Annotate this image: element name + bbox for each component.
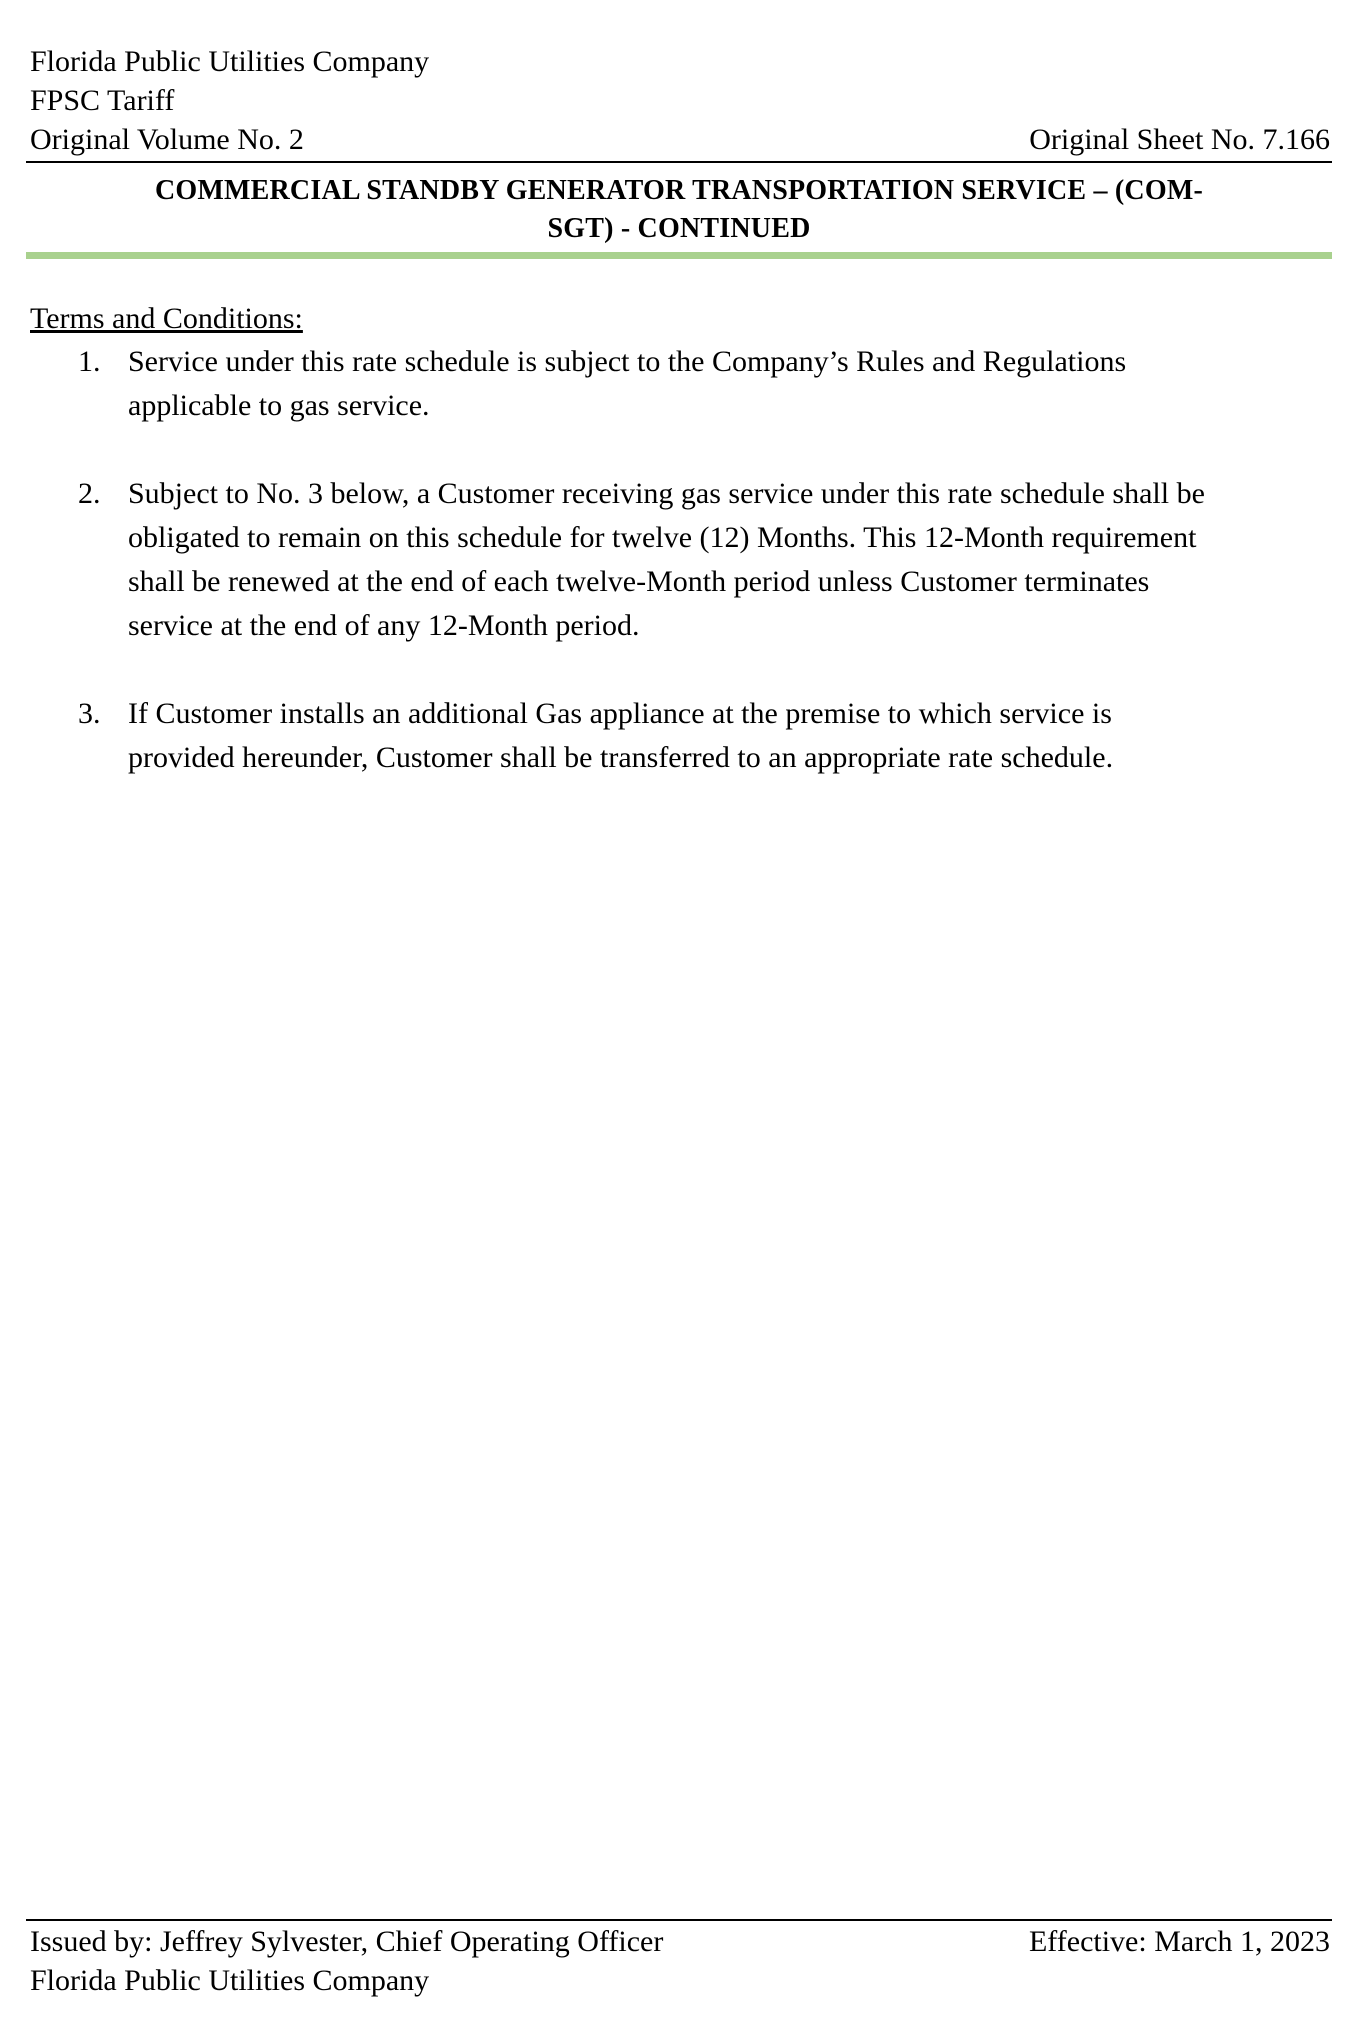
terms-heading: Terms and Conditions: [30,302,303,335]
page-footer [30,1922,1330,2000]
header-sheet-number: Original Sheet No. 7.166 [1029,123,1330,156]
term-text-line: service at the end of any 12-Month period. [128,609,640,642]
footer-company-row [30,1961,1330,2000]
term-item-3 [30,692,1334,780]
term-text-line: If Customer installs an additional Gas appliance at the premise to which service is [128,697,1112,730]
header-volume: Original Volume No. 2 [30,123,304,156]
header-company-row [30,42,1330,81]
term-text-line: provided hereunder, Customer shall be transferred to an appropriate rate schedule. [128,741,1114,774]
header-tariff-row [30,81,1330,120]
term-number: 3. [78,697,101,730]
term-text-line: Service under this rate schedule is subject to the Company’s Rules and Regulations [128,345,1127,378]
term-text-line: obligated to remain on this schedule for twelve (12) Months. This 12-Month requirement [128,521,1197,554]
title-accent-bar [26,252,1332,259]
term-number: 2. [78,477,101,510]
footer-issued-row [30,1922,1330,1961]
term-text-line: applicable to gas service. [128,389,430,422]
page-title [26,172,1332,248]
footer-effective-date: Effective: March 1, 2023 [1028,1925,1330,1958]
header-divider [26,161,1332,163]
footer-issued-by: Issued by: Jeffrey Sylvester, Chief Operating Officer [30,1925,664,1958]
header-company: Florida Public Utilities Company [30,45,430,78]
term-item-2 [30,472,1334,648]
page-title-line-1: COMMERCIAL STANDBY GENERATOR TRANSPORTATION SERVICE – (COM- [154,175,1203,206]
header-tariff: FPSC Tariff [30,84,175,117]
term-text-line: Subject to No. 3 below, a Customer receiving gas service under this rate schedule shall be [128,477,1205,510]
term-number: 1. [78,345,101,378]
terms-list [30,340,1334,824]
footer-divider [26,1919,1332,1921]
page-header [30,42,1330,159]
term-text-line: shall be renewed at the end of each twelve-Month period unless Customer terminates [128,565,1150,598]
term-item-1 [30,340,1334,428]
header-volume-row [30,120,1330,159]
page-title-line-2: SGT) - CONTINUED [547,213,811,244]
footer-company: Florida Public Utilities Company [30,1964,430,1997]
